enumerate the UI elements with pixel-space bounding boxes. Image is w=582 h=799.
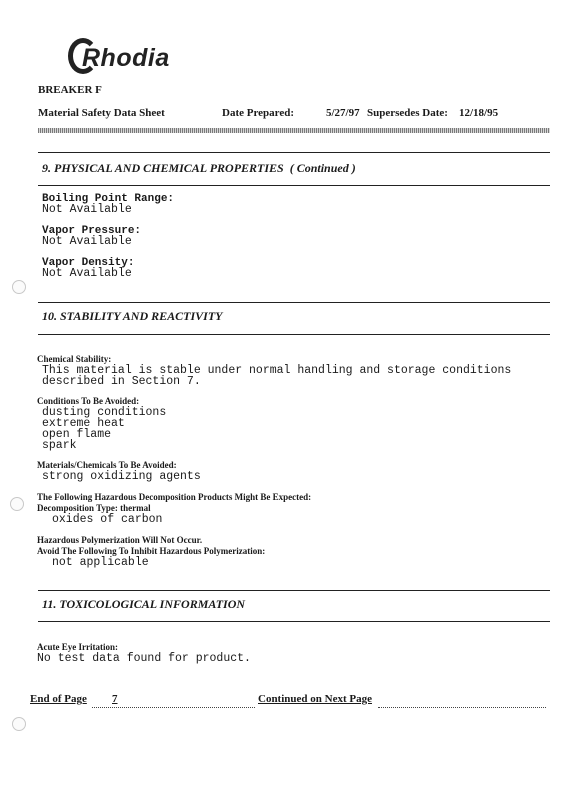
polymerization-label: Hazardous Polymerization Will Not Occur.: [37, 535, 203, 545]
section-divider: [38, 621, 550, 622]
footer-dots: [92, 706, 255, 708]
materials-label: Materials/Chemicals To Be Avoided:: [37, 460, 177, 470]
decomposition-label: The Following Hazardous Decomposition Products Might Be Expected:: [37, 492, 312, 502]
punch-hole: [12, 717, 26, 731]
vapor-pressure-label: Vapor Pressure:: [42, 225, 142, 237]
condition-item: dusting conditions: [42, 406, 167, 419]
polymerization-avoid-label: Avoid The Following To Inhibit Hazardous Polymerization:: [37, 546, 266, 556]
section-9-title: 9. PHYSICAL AND CHEMICAL PROPERTIES ( Continued ): [42, 161, 356, 175]
decomposition-products: oxides of carbon: [52, 513, 163, 526]
vapor-density-label: Vapor Density:: [42, 257, 135, 269]
supersedes-label: Supersedes Date:: [367, 107, 448, 119]
boiling-point-value: Not Available: [42, 203, 132, 216]
document-title: Material Safety Data Sheet: [38, 107, 165, 119]
materials-value: strong oxidizing agents: [42, 470, 201, 483]
vapor-density-value: Not Available: [42, 267, 132, 280]
footer-dots: [378, 706, 546, 708]
section-divider: [38, 334, 550, 335]
punch-hole: [12, 280, 26, 294]
rhodia-logo: Rhodia: [82, 44, 170, 72]
chemical-stability-label: Chemical Stability:: [37, 354, 112, 364]
vapor-pressure-value: Not Available: [42, 235, 132, 248]
polymerization-value: not applicable: [52, 556, 149, 569]
boiling-point-label: Boiling Point Range:: [42, 193, 175, 205]
end-of-page-label: End of Page: [30, 693, 87, 705]
decomposition-type: Decomposition Type: thermal: [37, 503, 151, 513]
section-divider: [38, 185, 550, 186]
eye-irritation-label: Acute Eye Irritation:: [37, 642, 118, 652]
section-divider: [38, 590, 550, 591]
condition-item: extreme heat: [42, 417, 125, 430]
section-divider: [38, 152, 550, 153]
page-number: 7: [112, 693, 118, 705]
continued-next-page: Continued on Next Page: [258, 693, 372, 705]
continued-note: ( Continued ): [289, 161, 356, 175]
date-prepared-value: 5/27/97: [326, 107, 360, 119]
chemical-stability-text: described in Section 7.: [42, 375, 201, 388]
supersedes-date: 12/18/95: [459, 107, 499, 119]
date-prepared-label: Date Prepared:: [222, 107, 294, 119]
product-name: BREAKER F: [38, 84, 102, 96]
condition-item: open flame: [42, 428, 112, 441]
header-divider: [38, 128, 550, 133]
conditions-label: Conditions To Be Avoided:: [37, 396, 140, 406]
section-10-title: 10. STABILITY AND REACTIVITY: [42, 309, 223, 323]
section-11-title: 11. TOXICOLOGICAL INFORMATION: [42, 597, 246, 611]
chemical-stability-text: This material is stable under normal handling and storage conditions: [42, 364, 512, 377]
condition-item: spark: [42, 439, 77, 452]
punch-hole: [10, 497, 24, 511]
eye-irritation-value: No test data found for product.: [37, 652, 251, 665]
section-divider: [38, 302, 550, 303]
